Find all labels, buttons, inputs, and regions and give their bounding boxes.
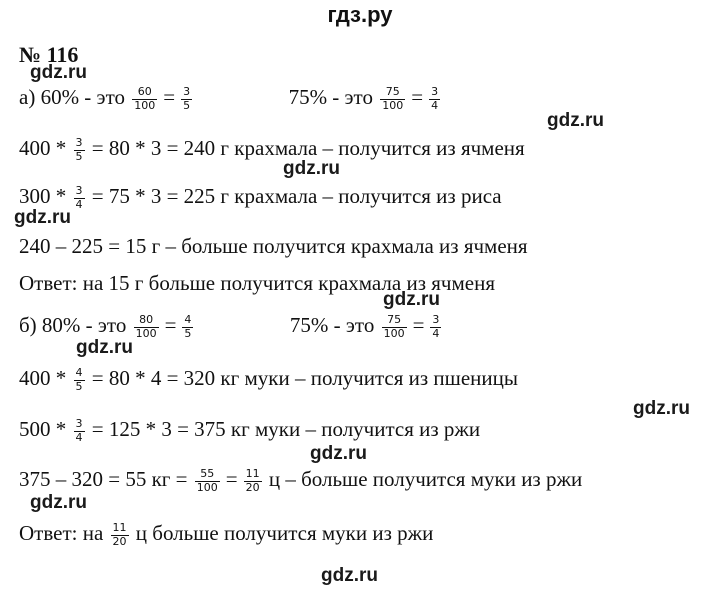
- site-title: гдз.ру: [327, 2, 393, 27]
- fraction: [132, 86, 157, 112]
- denominator: 100: [135, 326, 157, 340]
- watermark: gdz.ru: [633, 398, 690, 419]
- text: ц – больше получится муки из ржи: [268, 466, 583, 491]
- numerator: 75: [380, 86, 405, 100]
- denominator: 100: [383, 326, 405, 340]
- watermark: gdz.ru: [76, 337, 133, 358]
- fraction: [111, 522, 129, 548]
- line-b3: [19, 418, 480, 444]
- text: ц больше получится муки из ржи: [135, 520, 434, 545]
- fraction: [430, 314, 441, 340]
- watermark: gdz.ru: [30, 492, 87, 513]
- denominator: 4: [432, 326, 440, 340]
- watermark: gdz.ru: [30, 62, 87, 83]
- denominator: 5: [75, 379, 83, 393]
- numerator: 3: [432, 313, 440, 326]
- numerator: 11: [245, 467, 260, 480]
- watermark: gdz.ru: [14, 207, 71, 228]
- denominator: 4: [75, 197, 83, 211]
- fraction: [134, 314, 159, 340]
- fraction: [380, 86, 405, 112]
- text: = 125 * 3 = 375 кг муки – получится из ржи: [91, 416, 481, 441]
- denominator: 100: [382, 98, 404, 112]
- numerator: 55: [195, 468, 220, 482]
- line-b1: б) 80% - это $\frac{80}{100}$ = $\frac{4}{5}$ 75% - это $\frac{75}{100}$ = $\frac{3}{4}$: [19, 312, 440, 340]
- numerator: 3: [431, 85, 439, 98]
- denominator: 5: [183, 98, 191, 112]
- numerator: 60: [132, 86, 157, 100]
- text: Ответ: на: [19, 520, 104, 545]
- text: 400 *: [19, 135, 67, 160]
- line-a2: [19, 137, 525, 163]
- line-b2: [19, 367, 518, 393]
- fraction: [74, 137, 85, 163]
- line-a3: [19, 185, 502, 211]
- text: = 75 * 3 = 225 г крахмала – получится из риса: [91, 183, 502, 208]
- numerator: 4: [75, 366, 83, 379]
- denominator: 4: [75, 430, 83, 444]
- text: 75% - это: [288, 84, 373, 109]
- fraction: [195, 468, 220, 494]
- text: 500 *: [19, 416, 67, 441]
- text: 75% - это: [289, 312, 375, 337]
- denominator: 20: [112, 534, 127, 548]
- denominator: 100: [134, 98, 156, 112]
- fraction: [382, 314, 407, 340]
- problem-number: № 116: [19, 42, 79, 67]
- watermark: gdz.ru: [321, 565, 378, 586]
- watermark: gdz.ru: [547, 110, 604, 131]
- numerator: 3: [75, 184, 83, 197]
- text: 300 *: [19, 183, 67, 208]
- line-b4: 375 – 320 = 55 кг = $\frac{55}{100}$ = $\frac{11}{20}$ ц – больше получится муки из ржи: [19, 466, 583, 494]
- fraction: [74, 185, 85, 211]
- numerator: 11: [112, 521, 127, 534]
- text: 400 *: [19, 365, 67, 390]
- fraction: [244, 468, 262, 494]
- numerator: 3: [75, 136, 83, 149]
- line-a4: 240 – 225 = 15 г – больше получится крахмала из ячменя: [19, 234, 528, 258]
- watermark: gdz.ru: [283, 158, 340, 179]
- line-a1: а) 60% - это $\frac{60}{100}$ = $\frac{3}{5}$ 75% - это $\frac{75}{100}$ = $\frac{3}{4}$: [19, 84, 439, 112]
- denominator: 20: [245, 480, 260, 494]
- fraction: [74, 418, 85, 444]
- fraction: [182, 314, 193, 340]
- watermark: gdz.ru: [383, 289, 440, 310]
- numerator: 3: [75, 417, 83, 430]
- denominator: 5: [75, 149, 83, 163]
- line-b5: [19, 522, 433, 548]
- text: а) 60% - это: [19, 84, 125, 109]
- fraction: [429, 86, 440, 112]
- denominator: 100: [196, 480, 218, 494]
- fraction: [181, 86, 192, 112]
- numerator: 75: [382, 314, 407, 328]
- watermark: gdz.ru: [310, 443, 367, 464]
- text: = 80 * 3 = 240 г крахмала – получится из ячменя: [91, 135, 525, 160]
- numerator: 3: [183, 85, 191, 98]
- text: = 80 * 4 = 320 кг муки – получится из пшеницы: [91, 365, 518, 390]
- fraction: [74, 367, 85, 393]
- text: б) 80% - это: [19, 312, 127, 337]
- denominator: 5: [184, 326, 192, 340]
- numerator: 4: [184, 313, 192, 326]
- numerator: 80: [134, 314, 159, 328]
- denominator: 4: [431, 98, 439, 112]
- text: 375 – 320 = 55 кг =: [19, 466, 188, 491]
- line-a5: Ответ: на 15 г больше получится крахмала из ячменя: [19, 271, 495, 295]
